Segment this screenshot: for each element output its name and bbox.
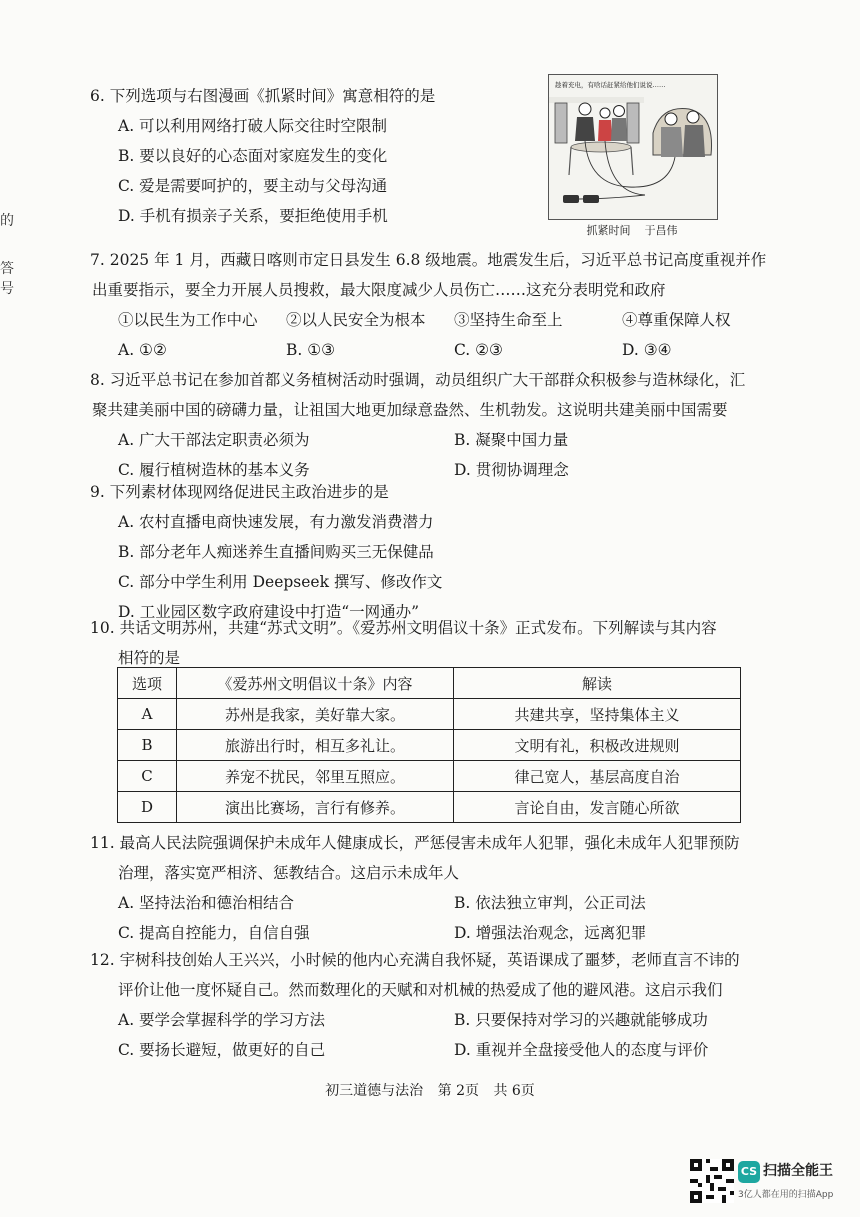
option-d: D. 增强法治观念，远离犯罪 [454, 924, 647, 942]
table-cell: 言论自由，发言随心所欲 [454, 792, 741, 823]
option-row [90, 425, 790, 455]
statement: ①以民生为工作中心 [118, 311, 258, 329]
table-cell: A [118, 699, 177, 730]
statement: ③坚持生命至上 [454, 311, 563, 329]
statement: ②以人民安全为根本 [286, 311, 426, 329]
scanner-tagline: 3亿人都在用的扫描App [738, 1190, 834, 1200]
option-row [90, 335, 790, 365]
option-b: B. 部分老年人痴迷养生直播间购买三无保健品 [118, 543, 434, 561]
option-c: C. ②③ [454, 341, 503, 359]
footer-total: 共 6页 [493, 1083, 535, 1099]
option-d: D. 手机有损亲子关系，要拒绝使用手机 [118, 207, 388, 225]
edge-mark: 的 [0, 213, 14, 229]
table-row [118, 761, 741, 792]
question-11 [90, 828, 790, 948]
question-stem: 评价让他一度怀疑自己。然而数理化的天赋和对机械的热爱成了他的避风港。这启示我们 [118, 981, 723, 999]
question-stem: 10. 共话文明苏州，共建“苏式文明”。《爱苏州文明倡议十条》正式发布。下列解读与其内容 [90, 619, 717, 637]
table-row [118, 699, 741, 730]
option-a: A. 广大干部法定职责必须为 [118, 431, 310, 449]
question-10 [90, 613, 790, 673]
option-b: B. 凝聚中国力量 [454, 431, 569, 449]
edge-mark: 答 [0, 261, 14, 277]
option-b: B. ①③ [286, 341, 336, 359]
option-row [90, 1005, 790, 1035]
table-cell: 养宠不扰民，邻里互照应。 [177, 761, 454, 792]
option-c: C. 爱是需要呵护的，要主动与父母沟通 [118, 177, 388, 195]
scanner-app-name: 扫描全能王 [763, 1163, 833, 1179]
cartoon-illustration [548, 74, 718, 220]
question-stem: 11. 最高人民法院强调保护未成年人健康成长，严惩侵害未成年人犯罪，强化未成年人犯罪预防 [90, 834, 740, 852]
question-stem: 8. 习近平总书记在参加首都义务植树活动时强调，动员组织广大干部群众积极参与造林绿化，汇 [90, 371, 746, 389]
table-cell: B [118, 730, 177, 761]
footer-subject: 初三道德与法治 [325, 1083, 424, 1099]
question-stem: 相符的是 [118, 649, 181, 667]
option-row [90, 918, 790, 948]
option-a: A. 可以利用网络打破人际交往时空限制 [118, 117, 388, 135]
option-d: D. 贯彻协调理念 [454, 461, 569, 479]
option-row [90, 1035, 790, 1065]
question-stem: 7. 2025 年 1 月，西藏日喀则市定日县发生 6.8 级地震。地震发生后，习近平总书记高度重视并作 [90, 251, 767, 269]
question-8 [90, 365, 790, 485]
table-cell: 旅游出行时，相互多礼让。 [177, 730, 454, 761]
table-header: 《爱苏州文明倡议十条》内容 [177, 668, 454, 699]
question-stem: 出重要指示，要全力开展人员搜救，最大限度减少人员伤亡……这充分表明党和政府 [92, 281, 666, 299]
table-header-row [118, 668, 741, 699]
option-a: A. 农村直播电商快速发展，有力激发消费潜力 [118, 513, 434, 531]
option-d: D. 工业园区数字政府建设中打造“一网通办” [118, 603, 420, 621]
table-cell: 文明有礼，积极改进规则 [454, 730, 741, 761]
table-row [118, 792, 741, 823]
scanner-logo-icon: CS [738, 1161, 760, 1183]
question-7 [90, 245, 790, 365]
statement-list [90, 305, 790, 335]
edge-mark: 号 [0, 281, 14, 297]
option-b: B. 依法独立审判，公正司法 [454, 894, 646, 912]
table-row [118, 730, 741, 761]
cartoon-drawing [549, 75, 717, 219]
table-cell: 苏州是我家，美好靠大家。 [177, 699, 454, 730]
footer-page: 第 2页 [437, 1083, 479, 1099]
cartoon-caption [548, 222, 716, 238]
cartoon-speech: 趁着充电，有啥话赶紧给他们说说…… [555, 81, 666, 89]
option-a: A. 要学会掌握科学的学习方法 [118, 1011, 326, 1029]
option-d: D. 重视并全盘接受他人的态度与评价 [454, 1041, 709, 1059]
table-cell: C [118, 761, 177, 792]
option-row [90, 888, 790, 918]
question-12 [90, 945, 790, 1065]
question-stem: 9. 下列素材体现网络促进民主政治进步的是 [90, 483, 389, 501]
table-cell: D [118, 792, 177, 823]
statement: ④尊重保障人权 [622, 311, 731, 329]
option-c: C. 提高自控能力，自信自强 [118, 924, 310, 942]
option-b: B. 只要保持对学习的兴趣就能够成功 [454, 1011, 708, 1029]
page-footer [0, 1080, 860, 1100]
question-stem: 聚共建美丽中国的磅礴力量，让祖国大地更加绿意盎然、生机勃发。这说明共建美丽中国需要 [92, 401, 728, 419]
question-stem: 治理，落实宽严相济、惩教结合。这启示未成年人 [118, 864, 460, 882]
table-header: 解读 [454, 668, 741, 699]
option-c: C. 要扬长避短，做更好的自己 [118, 1041, 326, 1059]
option-c: C. 部分中学生利用 Deepseek 撰写、修改作文 [118, 573, 443, 591]
table-cell: 共建共享，坚持集体主义 [454, 699, 741, 730]
answer-table [117, 667, 741, 823]
option-c: C. 履行植树造林的基本义务 [118, 461, 310, 479]
cartoon-author: 于昌伟 [644, 224, 678, 237]
question-stem: 12. 宇树科技创始人王兴兴，小时候的他内心充满自我怀疑，英语课成了噩梦，老师直言不讳的 [90, 951, 740, 969]
table-cell: 演出比赛场，言行有修养。 [177, 792, 454, 823]
option-a: A. ①② [118, 341, 167, 359]
qr-code-icon [690, 1159, 734, 1203]
question-9 [90, 477, 790, 627]
cartoon-title: 抓紧时间 [586, 224, 631, 237]
question-stem: 6. 下列选项与右图漫画《抓紧时间》寓意相符的是 [90, 87, 436, 105]
table-header: 选项 [118, 668, 177, 699]
table-cell: 律己宽人，基层高度自治 [454, 761, 741, 792]
option-b: B. 要以良好的心态面对家庭发生的变化 [118, 147, 388, 165]
option-d: D. ③④ [622, 341, 672, 359]
option-a: A. 坚持法治和德治相结合 [118, 894, 295, 912]
